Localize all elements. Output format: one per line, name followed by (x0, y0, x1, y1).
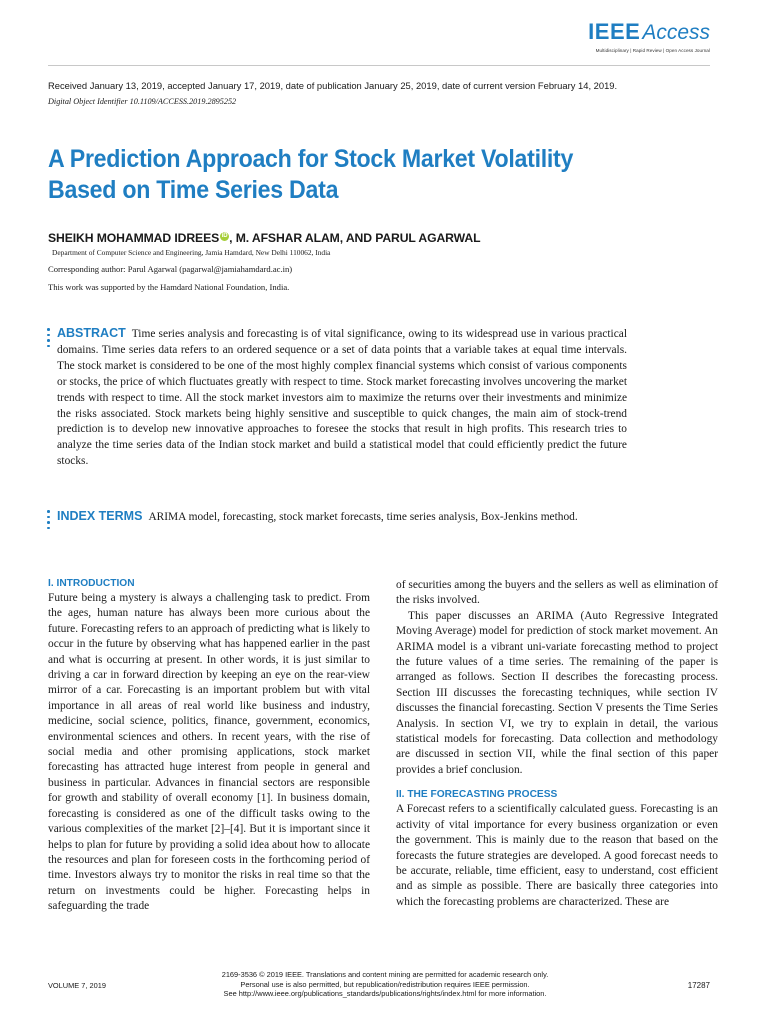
index-terms-label: INDEX TERMS (57, 509, 143, 523)
abstract-text: Time series analysis and forecasting is of vital significance, owing to its widespread use in various practical domains. Time series data refers to an ordered sequence or a set of data points that a variable takes at equal time intervals. The stock market is considered to be one of the most highly complex financial systems which consist of various components or stocks, the price of which fluctuates greatly with respect to time. Stock market forecasting involves uncovering the market trends with respect to time. All the stock market investors aim to maximize the returns over their investments and minimize the risks associated. Stock markets being highly sensitive and susceptible to quick changes, the main aim of stock-trend prediction is to develop new innovative approaches to foresee the stocks that result in high profits. This research tries to analyze the time series data of the Indian stock market and build a statistical model that could efficiently predict the future stocks. (57, 328, 627, 468)
abstract (57, 326, 627, 470)
header-divider (48, 65, 710, 66)
corresponding-author: Corresponding author: Parul Agarwal (pagarwal@jamiahamdard.ac.in) (48, 264, 293, 274)
footer-volume: VOLUME 7, 2019 (48, 981, 106, 990)
journal-logo (588, 20, 710, 53)
author-first: SHEIKH MOHAMMAD IDREES (48, 231, 220, 245)
journal-tagline: Multidisciplinary | Rapid Review | Open Access Journal (595, 48, 710, 53)
affiliation: Department of Computer Science and Engineering, Jamia Hamdard, New Delhi 110062, India (52, 248, 331, 257)
process-paragraph: A Forecast refers to a scientifically calculated guess. Forecasting is an activity of vital importance for every business organization or even the government. This is mainly due to the reason that based on the forecasts the future strategies are developed. A good forecast needs to be accurate, reliable, time efficient, easy to understand, cost efficient and as simple as possible. There are basically three categories into which the forecasting problems are characterized. These are (396, 803, 718, 908)
author-list (48, 231, 480, 245)
copyright-line-3[interactable]: See http://www.ieee.org/publications_standards/publications/rights/index.html for more information. (223, 989, 547, 999)
received-dates: Received January 13, 2019, accepted January 17, 2019, date of publication January 25, 2019, date of current version February 14, 2019. (48, 80, 618, 91)
intro-paragraph: Future being a mystery is always a challenging task to predict. From the ages, human nature has always been more curious about the future. Forecasting refers to an approach of predicting what is likely to occur in the future by observing what has happened earlier in the past and what is occurring at present. In other words, it is just similar to driving a car in forward direction by keeping an eye on the rear-view mirror of a car. Forecasting is an important problem but with vital importance in all areas of real world like business and industry, medicine, social science, politics, finance, government, economics, environmental sciences and others. In recent years, with the rise of social media and other promising applications, stock market forecasting has attracted huge interest from people in general and business in particular. Advances in financial sectors are responsible for growth and stability of overall economy [1]. In business domain, forecasting is considered as one of the difficult tasks owing to the various complexities of the market [2]–[4]. But it is important since it helps to plan for future by providing a solid idea about how to allocate the resources and plan for foreseen costs in the forthcoming period of time. Investors always try to monitor the risks in real time so that the return on investments could be higher. Forecasting helps in safeguarding the trade (48, 592, 370, 913)
page-number: 17287 (687, 981, 710, 990)
index-terms (57, 509, 627, 526)
funding-note: This work was supported by the Hamdard National Foundation, India. (48, 282, 290, 292)
copyright-line-1: 2169-3536 © 2019 IEEE. Translations and content mining are permitted for academic research only. (221, 970, 549, 979)
orcid-icon[interactable]: iD (221, 233, 228, 239)
abstract-marker-icon (47, 328, 50, 350)
footer-copyright (180, 970, 590, 999)
doi: Digital Object Identifier 10.1109/ACCESS.2019.2895252 (48, 97, 237, 106)
paper-title: A Prediction Approach for Stock Market Volatility Based on Time Series Data (48, 145, 574, 204)
copyright-line-2: Personal use is also permitted, but republication/redistribution requires IEEE permission. (240, 979, 530, 989)
index-terms-marker-icon (47, 510, 50, 532)
section-heading-forecasting-process: II. THE FORECASTING PROCESS (396, 789, 558, 801)
column-left (48, 577, 370, 915)
column-right (396, 578, 718, 910)
abstract-label: ABSTRACT (57, 326, 126, 340)
author-rest: , M. AFSHAR ALAM, AND PARUL AGARWAL (229, 231, 481, 245)
logo-access: Access (642, 21, 710, 44)
logo-ieee: IEEE (588, 19, 641, 44)
intro-paragraph-2: This paper discusses an ARIMA (Auto Regressive Integrated Moving Average) model for prediction of stock market movement. An ARIMA model is a vibrant uni-variate forecasting method to project the future values of a time series. The remaining of the paper is arranged as follows. Section II describes the forecasting process. Section III discusses the forecasting techniques, while section IV discusses the financial forecasting. Section V presents the Time Series Analysis. In section VI, we try to explain in detail, the various statistical models for forecasting. Data collection and methodology are discussed in section VII, while the final section of this paper provides a brief conclusion. (396, 609, 718, 776)
intro-paragraph-continued: of securities among the buyers and the sellers as well as elimination of the risks involved. (396, 579, 718, 607)
section-heading-introduction: I. INTRODUCTION (48, 578, 135, 589)
index-terms-text: ARIMA model, forecasting, stock market forecasts, time series analysis, Box-Jenkins method. (148, 511, 578, 523)
